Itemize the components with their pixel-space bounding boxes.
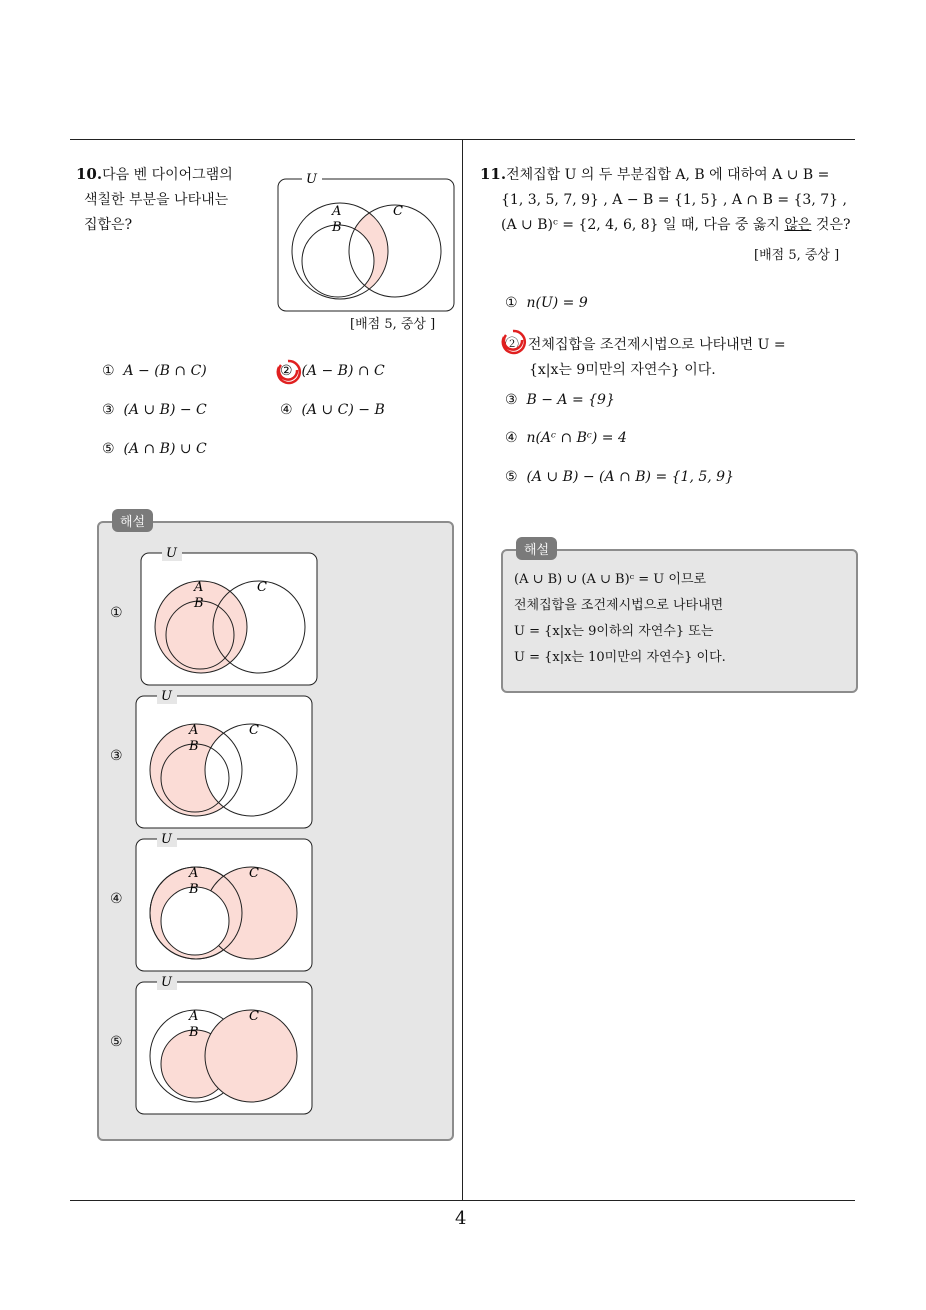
choice-text: 전체집합을 조건제시법으로 나타내면 U =	[527, 337, 786, 353]
q10-answer-mark	[273, 357, 303, 387]
svg-text:B: B	[189, 1025, 199, 1040]
svg-text:B: B	[194, 596, 204, 611]
q10-choice-3[interactable]	[102, 402, 207, 418]
q10-sol-venn-4	[133, 829, 317, 975]
svg-text:C: C	[249, 1009, 259, 1024]
q11-sol-line4: U = {x|x는 10미만의 자연수} 이다.	[514, 650, 726, 665]
choice-mark: ③	[505, 392, 518, 408]
choice-text: (A ∪ C) − B	[301, 402, 385, 418]
q11-number: 11.	[480, 165, 507, 183]
q10-solution-tag: 해설	[112, 509, 153, 532]
q10-choice-4[interactable]	[280, 402, 385, 418]
choice-text-line2: {x|x는 9미만의 자연수} 이다.	[529, 362, 716, 378]
q11-solution-tag: 해설	[516, 537, 557, 560]
q11-question	[480, 162, 860, 238]
q11-choice-5[interactable]	[505, 469, 734, 485]
svg-text:B: B	[189, 739, 199, 754]
q10-question	[76, 162, 266, 238]
venn-label-c: C	[393, 204, 403, 219]
choice-mark: ⑤	[505, 469, 518, 485]
choice-mark: ③	[102, 402, 115, 418]
q11-answer-mark	[498, 327, 528, 357]
choice-text: (A ∪ B) − C	[123, 402, 207, 418]
venn-label-u: U	[306, 172, 317, 187]
page-number: 4	[455, 1208, 467, 1229]
svg-text:U: U	[166, 546, 177, 561]
choice-text: A − (B ∩ C)	[123, 363, 207, 379]
choice-text: (A ∪ B) − (A ∩ B) = {1, 5, 9}	[526, 469, 734, 485]
choice-text: n(Aᶜ ∩ Bᶜ) = 4	[526, 430, 627, 446]
q11-choice-2[interactable]	[505, 333, 786, 383]
venn-label-a: A	[332, 204, 342, 219]
svg-text:U: U	[161, 689, 172, 704]
svg-text:C: C	[249, 723, 259, 738]
choice-mark: ②	[505, 337, 519, 353]
q10-sol-venn-1	[138, 543, 322, 689]
q10-score: [배점 5, 중상 ]	[350, 317, 436, 332]
choice-mark: ④	[505, 430, 518, 446]
q11-line2: {1, 3, 5, 7, 9} , A − B = {1, 5} , A ∩ B = {3, 7} ,	[501, 192, 847, 208]
choice-text: (A ∩ B) ∪ C	[123, 441, 207, 457]
q10-venn-diagram	[272, 165, 460, 315]
q10-line1: 다음 벤 다이어그램의	[102, 167, 233, 183]
q10-line3: 집합은?	[84, 217, 133, 233]
svg-text:B: B	[189, 882, 199, 897]
svg-text:U: U	[161, 975, 172, 990]
svg-text:C: C	[257, 580, 267, 595]
choice-text: B − A = {9}	[526, 392, 615, 408]
q10-number: 10.	[76, 165, 103, 183]
q11-sol-line2: 전체집합을 조건제시법으로 나타내면	[514, 598, 724, 613]
q10-line2: 색칠한 부분을 나타내는	[84, 192, 229, 208]
q11-line3c: 것은?	[811, 217, 851, 233]
svg-text:A: A	[189, 866, 199, 881]
choice-mark: ⑤	[102, 441, 115, 457]
q10-choice-5[interactable]	[102, 441, 207, 457]
q11-solution-text	[514, 567, 726, 671]
svg-text:A: A	[189, 1009, 199, 1024]
svg-text:A: A	[189, 723, 199, 738]
svg-text:A: A	[194, 580, 204, 595]
choice-mark: ①	[102, 363, 115, 379]
choice-mark: ④	[280, 402, 293, 418]
q11-sol-line3: U = {x|x는 9이하의 자연수} 또는	[514, 624, 714, 639]
svg-text:U: U	[161, 832, 172, 847]
q10-sol-label-4: ④	[110, 891, 123, 907]
q11-sol-line1: (A ∪ B) ∪ (A ∪ B)ᶜ = U 이므로	[514, 572, 707, 587]
q10-choice-1[interactable]	[102, 363, 207, 379]
q10-sol-label-5: ⑤	[110, 1034, 123, 1050]
svg-text:C: C	[249, 866, 259, 881]
q11-line1: 전체집합 U 의 두 부분집합 A, B 에 대하여 A ∪ B =	[506, 167, 830, 183]
q11-choice-1[interactable]	[505, 295, 588, 311]
q11-score: [배점 5, 중상 ]	[754, 248, 840, 263]
q11-choice-3[interactable]	[505, 392, 615, 408]
q11-line3b: 않은	[784, 217, 812, 233]
choice-text: n(U) = 9	[526, 295, 588, 311]
choice-text: (A − B) ∩ C	[301, 363, 385, 379]
q10-sol-label-1: ①	[110, 605, 123, 621]
q11-choice-4[interactable]	[505, 430, 627, 446]
q11-line3a: (A ∪ B)ᶜ = {2, 4, 6, 8} 일 때, 다음 중 옳지	[501, 217, 785, 233]
bottom-rule	[70, 1200, 855, 1201]
q10-sol-label-3: ③	[110, 748, 123, 764]
column-divider	[462, 139, 463, 1201]
choice-mark: ①	[505, 295, 518, 311]
q10-sol-venn-3	[133, 686, 317, 832]
choice-mark: ②	[280, 363, 293, 379]
venn-label-b: B	[332, 220, 342, 235]
q10-sol-venn-5	[133, 972, 317, 1118]
